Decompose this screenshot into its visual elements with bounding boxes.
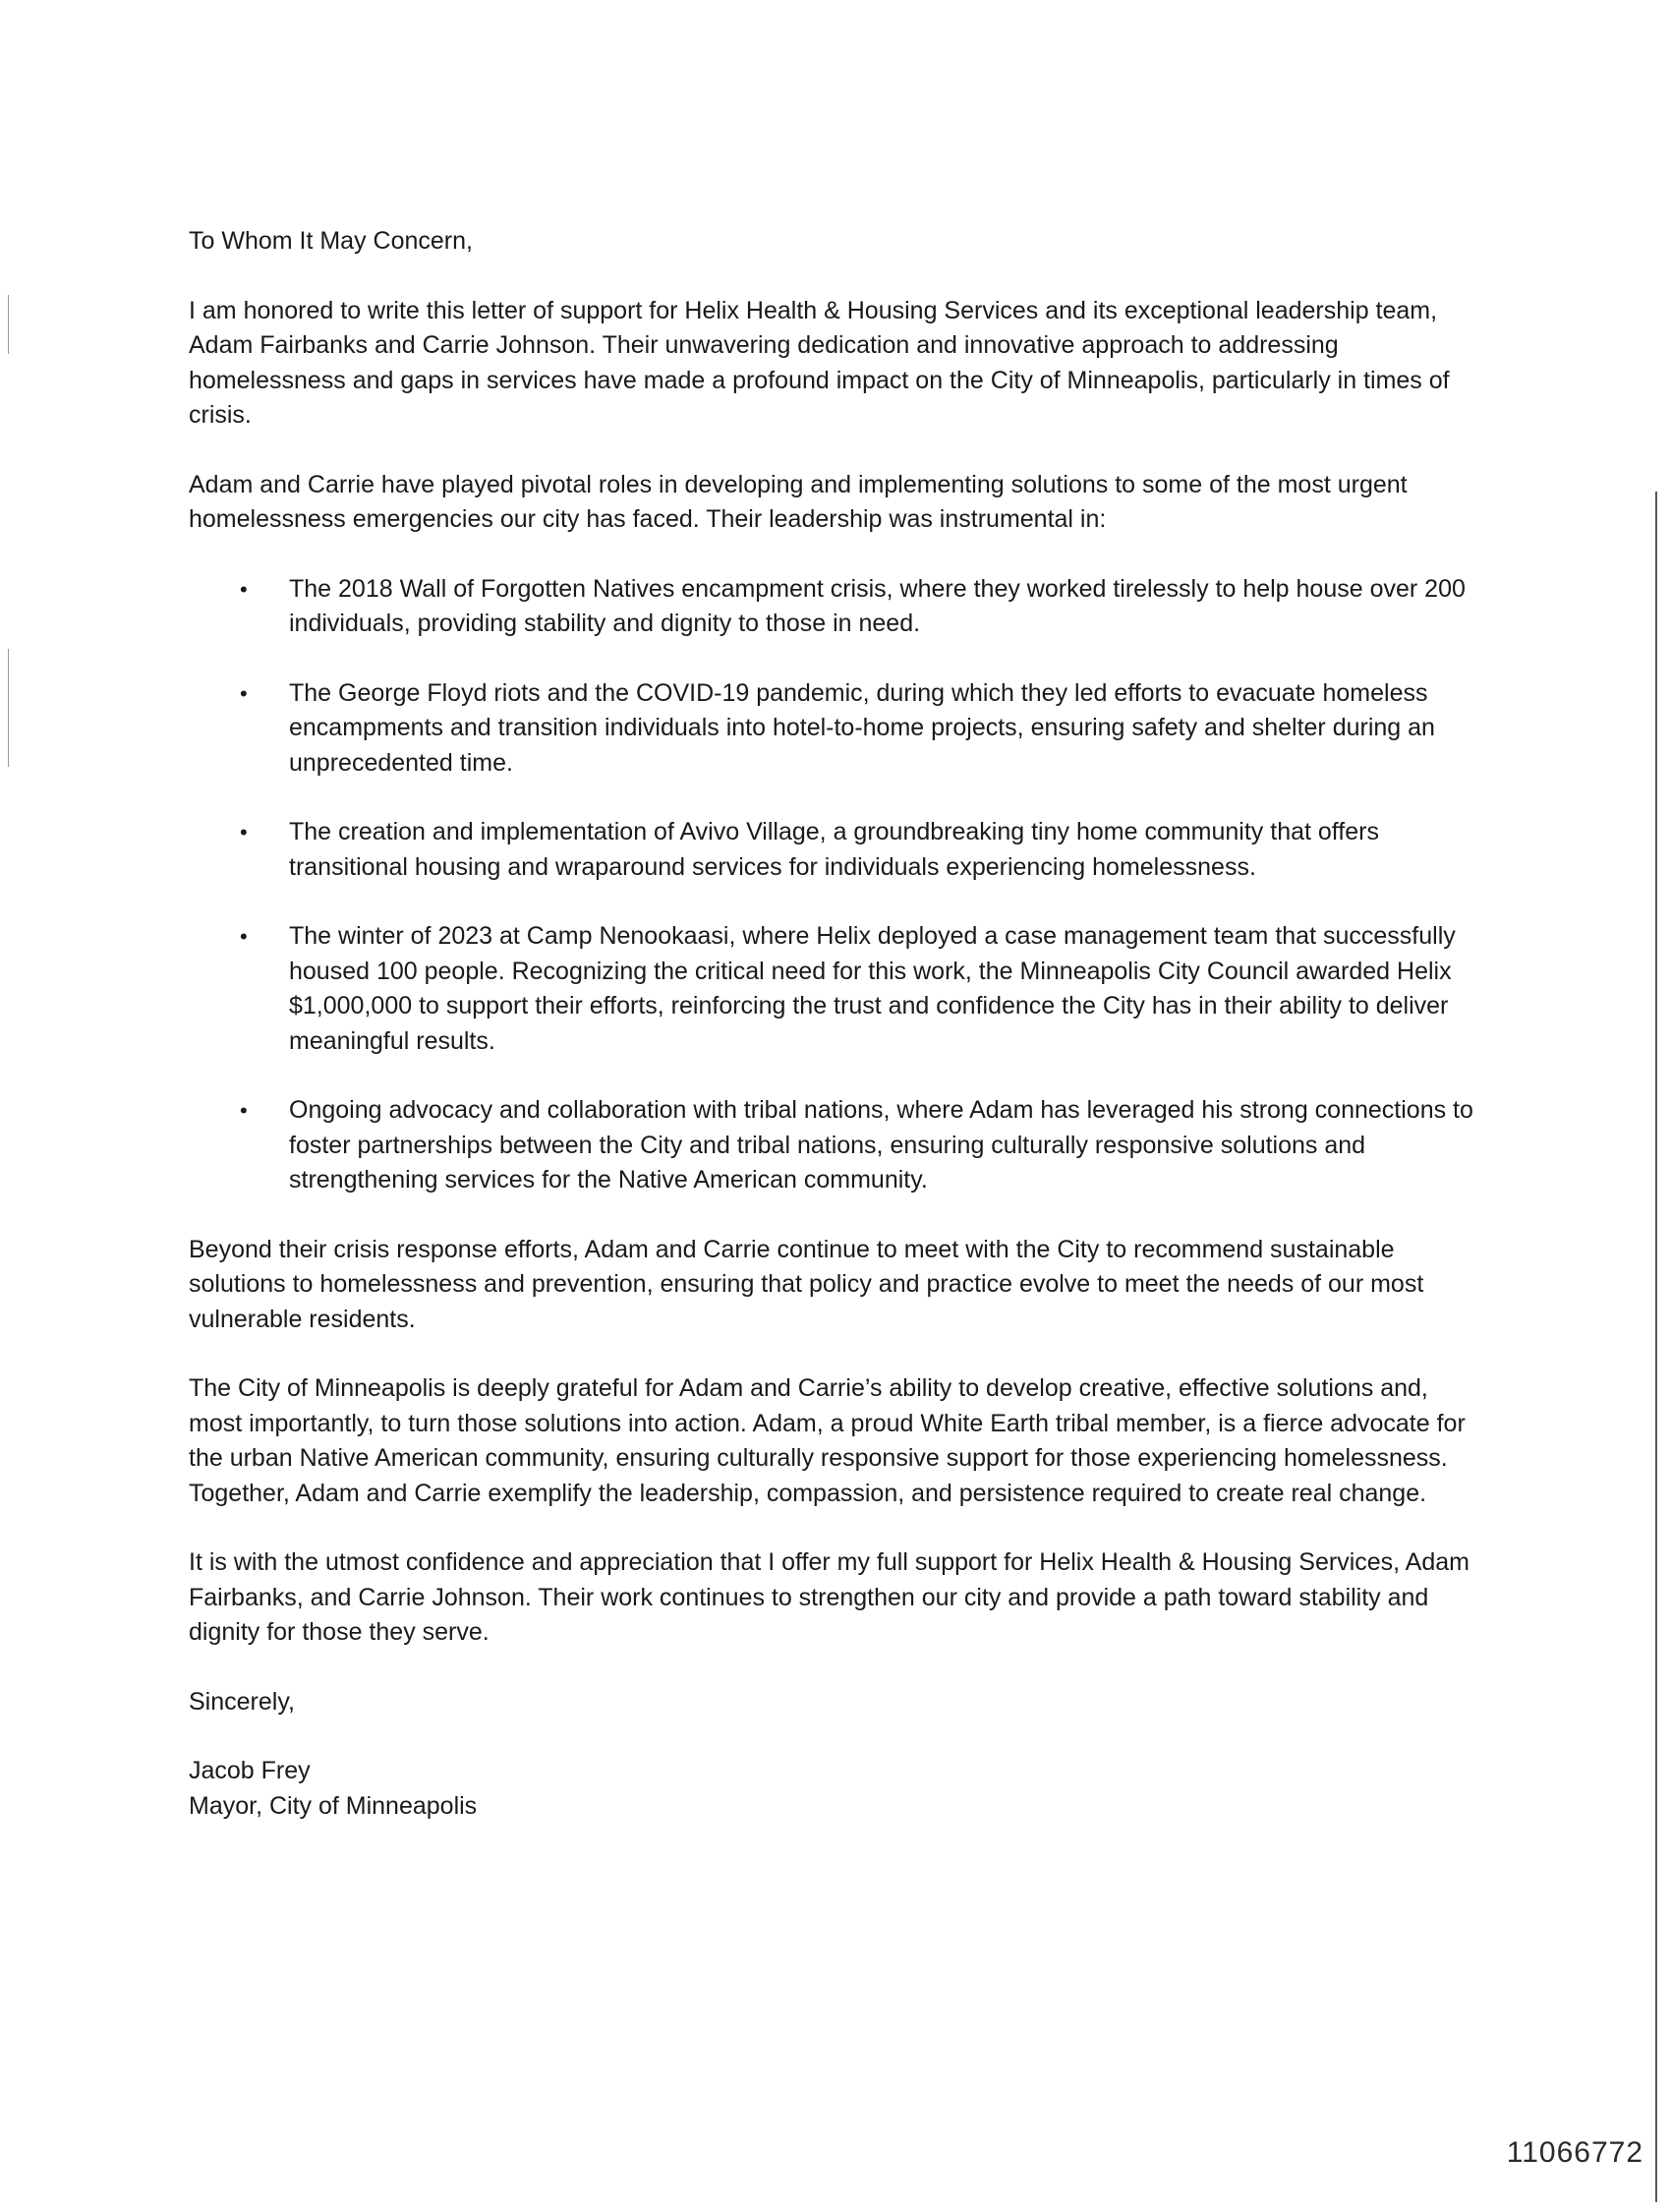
signer-name: Jacob Frey [189,1757,311,1784]
closing: Sincerely, [189,1687,295,1716]
document-number: 11066772 [1506,2136,1643,2169]
letter-body [189,224,1476,1824]
list-item-text: Ongoing advocacy and collaboration with tribal nations, where Adam has leveraged his strong connections to foster partnerships between the City and tribal nations, ensuring culturally responsive solutions and strengthening services for the Native American community. [289,1096,1473,1193]
list-item [189,572,1476,642]
scan-margin-mark [8,649,9,767]
scan-edge-line [1655,492,1657,2202]
scan-margin-mark [8,295,9,354]
list-item-text: The winter of 2023 at Camp Nenookaasi, where Helix deployed a case management team that successfully housed 100 people. Recognizing the critical need for this work, the Minneapolis City Council awarded Helix $1,000,000 to support their efforts, reinforcing the trust and confidence the City has in their ability to deliver meaningful results. [289,922,1456,1055]
support-paragraph: It is with the utmost confidence and appreciation that I offer my full support for Helix Health & Housing Services, Adam Fairbanks, and Carrie Johnson. Their work continues to strengthen our city and provide a path toward stability and dignity for those they serve. [189,1548,1469,1646]
list-item [189,676,1476,782]
roles-intro-paragraph: Adam and Carrie have played pivotal roles in developing and implementing solutions to some of the most urgent homelessness emergencies our city has faced. Their leadership was instrumental in: [189,470,1408,533]
list-item [189,919,1476,1059]
list-item-text: The creation and implementation of Avivo Village, a groundbreaking tiny home community that offers transitional housing and wraparound services for individuals experiencing homelessness. [289,818,1379,881]
beyond-paragraph: Beyond their crisis response efforts, Adam and Carrie continue to meet with the City to recommend sustainable solutions to homelessness and prevention, ensuring that policy and practice evolve to meet the needs of our most vulnerable residents. [189,1235,1424,1333]
list-item-text: The George Floyd riots and the COVID-19 pandemic, during which they led efforts to evacuate homeless encampments and transition individuals into hotel-to-home projects, ensuring safety and shelter during an unprecedented time. [289,678,1435,777]
bullet-icon: • [240,924,248,949]
bullet-icon: • [240,680,248,706]
bullet-icon: • [240,820,248,844]
accomplishments-list [189,572,1476,1198]
bullet-icon: • [240,576,248,602]
list-item-text: The 2018 Wall of Forgotten Natives encampment crisis, where they worked tirelessly to help house over 200 individuals, providing stability and dignity to those in need. [289,574,1466,637]
signer-title: Mayor, City of Minneapolis [189,1791,478,1820]
gratitude-paragraph: The City of Minneapolis is deeply grateful for Adam and Carrie’s ability to develop creative, effective solutions and, most importantly, to turn those solutions into action. Adam, a proud White Earth tribal member, is a fierce advocate for the urban Native American community, ensuring culturally responsive support for those experiencing homelessness. Together, Adam and Carrie exemplify the leadership, compassion, and persistence required to create real change. [189,1374,1466,1507]
list-item [189,1093,1476,1198]
bullet-icon: • [240,1098,248,1123]
intro-paragraph: I am honored to write this letter of support for Helix Health & Housing Services and its exceptional leadership team, Adam Fairbanks and Carrie Johnson. Their unwavering dedication and innovative approach to addressing homelessness and gaps in services have made a profound impact on the City of Minneapolis, particularly in times of crisis. [189,296,1450,429]
list-item [189,815,1476,885]
salutation: To Whom It May Concern, [189,227,473,255]
